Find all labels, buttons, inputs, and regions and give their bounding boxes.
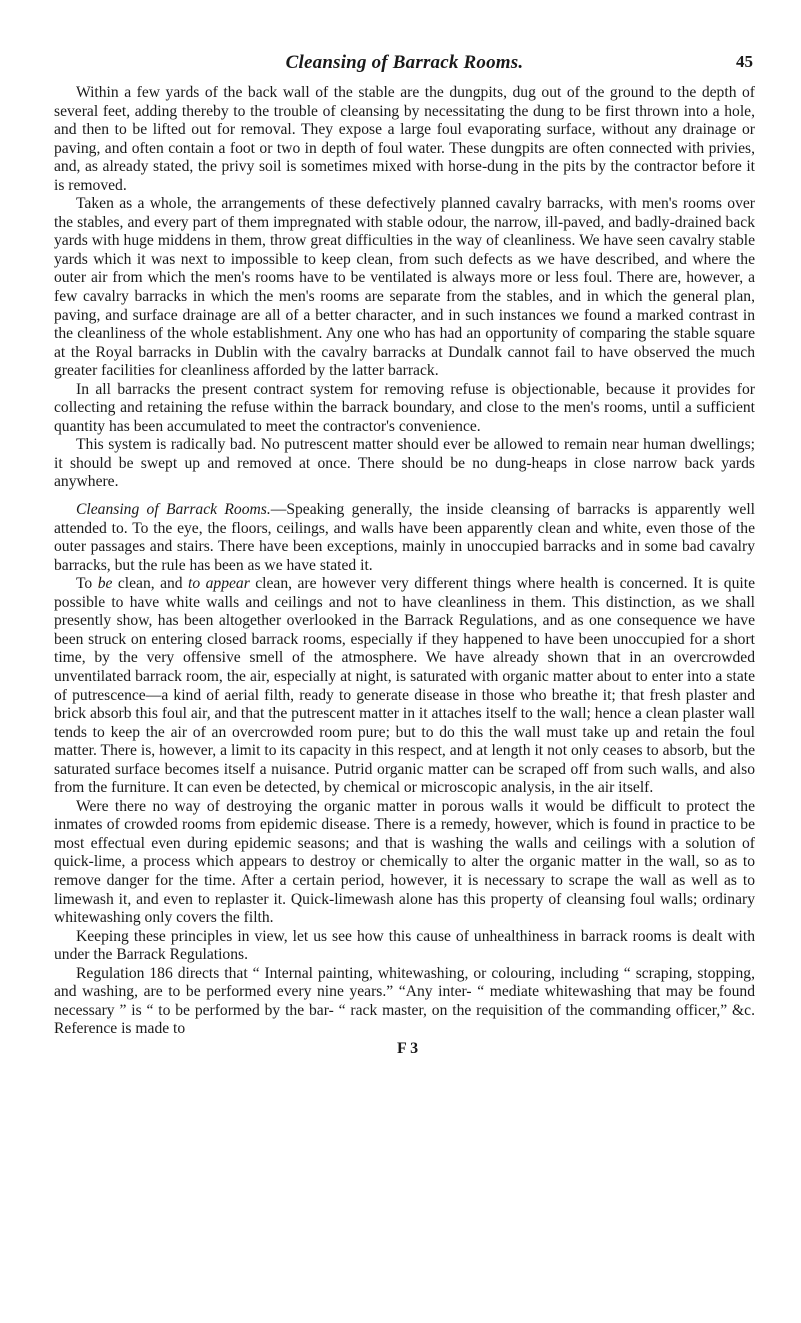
paragraph-cavalry-barracks: Taken as a whole, the arrangements of these defectively planned cavalry barracks, with men's rooms over the stables, and every part of them impregnated with stable odour, the narrow, ill-paved, and badly-drained back yards with huge middens in them, throw great difficulties in the way of cleanliness. We have seen cavalry stable yards which it was next to impossible to keep clean, from such defects as we have described, and where the outer air from which the men's rooms have to be ventilated is always more or less foul. There are, however, a few cavalry barracks in which the men's rooms are separate from the stables, and in which the general plan, paving, and surface drainage are all of a better character, and in such instances we found a marked contrast in the cleanliness of the whole establishment. Any one who has had an opportunity of comparing the stable square at the Royal barracks in Dublin with the cavalry barracks at Dundalk cannot fail to have observed the much greater facilities for cleanliness afforded by the latter barrack. [54,195,755,380]
emphasis-be: be [97,575,113,593]
running-head: Cleansing of Barrack Rooms. [285,52,524,73]
paragraph-porous-walls: Were there no way of destroying the organic matter in porous walls it would be difficult to protect the inmates of crowded rooms from epidemic disease. There is a remedy, however, which is found in practice to be most effectual even during epidemic seasons; and that is washing the walls and ceilings with a solution of quick-lime, a process which appears to destroy or chemically to alter the organic matter in the wall, so as to remove danger for the time. After a certain period, however, it is necessary to scrape the wall as well as to limewash it, and even to replaster it. Quick-limewash alone has this property of cleansing foul walls; ordinary whitewashing only covers the filth. [54,797,755,927]
paragraph-principles: Keeping these principles in view, let us see how this cause of unhealthiness in barrack rooms is dealt with under the Barrack Regulations. [54,927,755,964]
page-number: 45 [736,52,753,71]
body-text [54,84,755,1039]
section-heading: Cleansing of Barrack Rooms. [76,501,271,519]
paragraph-system-bad: This system is radically bad. No putrescent matter should ever be allowed to remain near human dwellings; it should be swept up and removed at once. There should be no dung-heaps in close narrow back yards anywhere. [54,436,755,491]
paragraph-contract-system: In all barracks the present contract system for removing refuse is objectionable, because it provides for collecting and retaining the refuse within the barrack boundary, and close to the men's rooms, until a sufficient quantity has been accumulated to meet the contractor's convenience. [54,380,755,435]
paragraph-be-clean: To be clean, and to appear clean, are however very different things where health is concerned. It is quite possible to have white walls and ceilings and not to have cleanliness in them. This distinction, as we shall presently show, has been altogether overlooked in the Barrack Regulations, and as one consequence we have been struck on entering closed barrack rooms, especially if they happened to have been unoccupied for a short time, by the very offensive smell of the atmosphere. We have already shown that in an overcrowded unventilated barrack room, the air, especially at night, is saturated with organic matter about to enter into a state of putrescence—a kind of aerial filth, ready to generate disease in those who breathe it; that fresh plaster and brick absorb this foul air, and that the putrescent matter in it attaches itself to the wall; hence a clean plaster wall tends to keep the air of an overcrowded room pure; but to do this the wall must take up and retain the foul matter. There is, however, a limit to its capacity in this respect, and at length it not only ceases to absorb, but the saturated surface becomes itself a nuisance. Putrid organic matter can be scraped off from such walls, and also from the furniture. It can even be detected, by chemical or microscopic analysis, in the air itself. [54,575,755,797]
paragraph-dungpits: Within a few yards of the back wall of the stable are the dungpits, dug out of the ground to the depth of several feet, adding thereby to the trouble of cleansing by necessitating the dung to be first thrown into a hole, and then to be lifted out for removal. They expose a large foul evaporating surface, without any drainage or paving, and often contain a foot or two in depth of foul water. These dungpits are often connected with privies, and, as already stated, the privy soil is sometimes mixed with horse-dung in the pits by the contractor before it is removed. [54,84,755,194]
paragraph-regulation-186: Regulation 186 directs that “ Internal painting, whitewashing, or colouring, including “ scraping, stopping, and washing, are to be performed every nine years.” “Any inter- “ mediate whitewashing that may be found necessary ” is “ to be performed by the bar- “ rack master, on the requisition of the commanding officer,” &c. Reference is made to [54,964,755,1038]
section-cleansing-lead [54,501,755,575]
emphasis-appear: to appear [188,575,250,593]
page-header [54,52,755,82]
section-lead-text: —Speaking generally, the inside cleansing of barracks is apparently well attended to. To the eye, the floors, ceilings, and walls have been apparently clean and white, even those of the outer passages and stairs. There have been exceptions, mainly in unoccupied barracks and in some bad cavalry barracks, but the rule has been as we have stated it. [54,501,755,574]
signature-mark: F 3 [397,1039,419,1057]
